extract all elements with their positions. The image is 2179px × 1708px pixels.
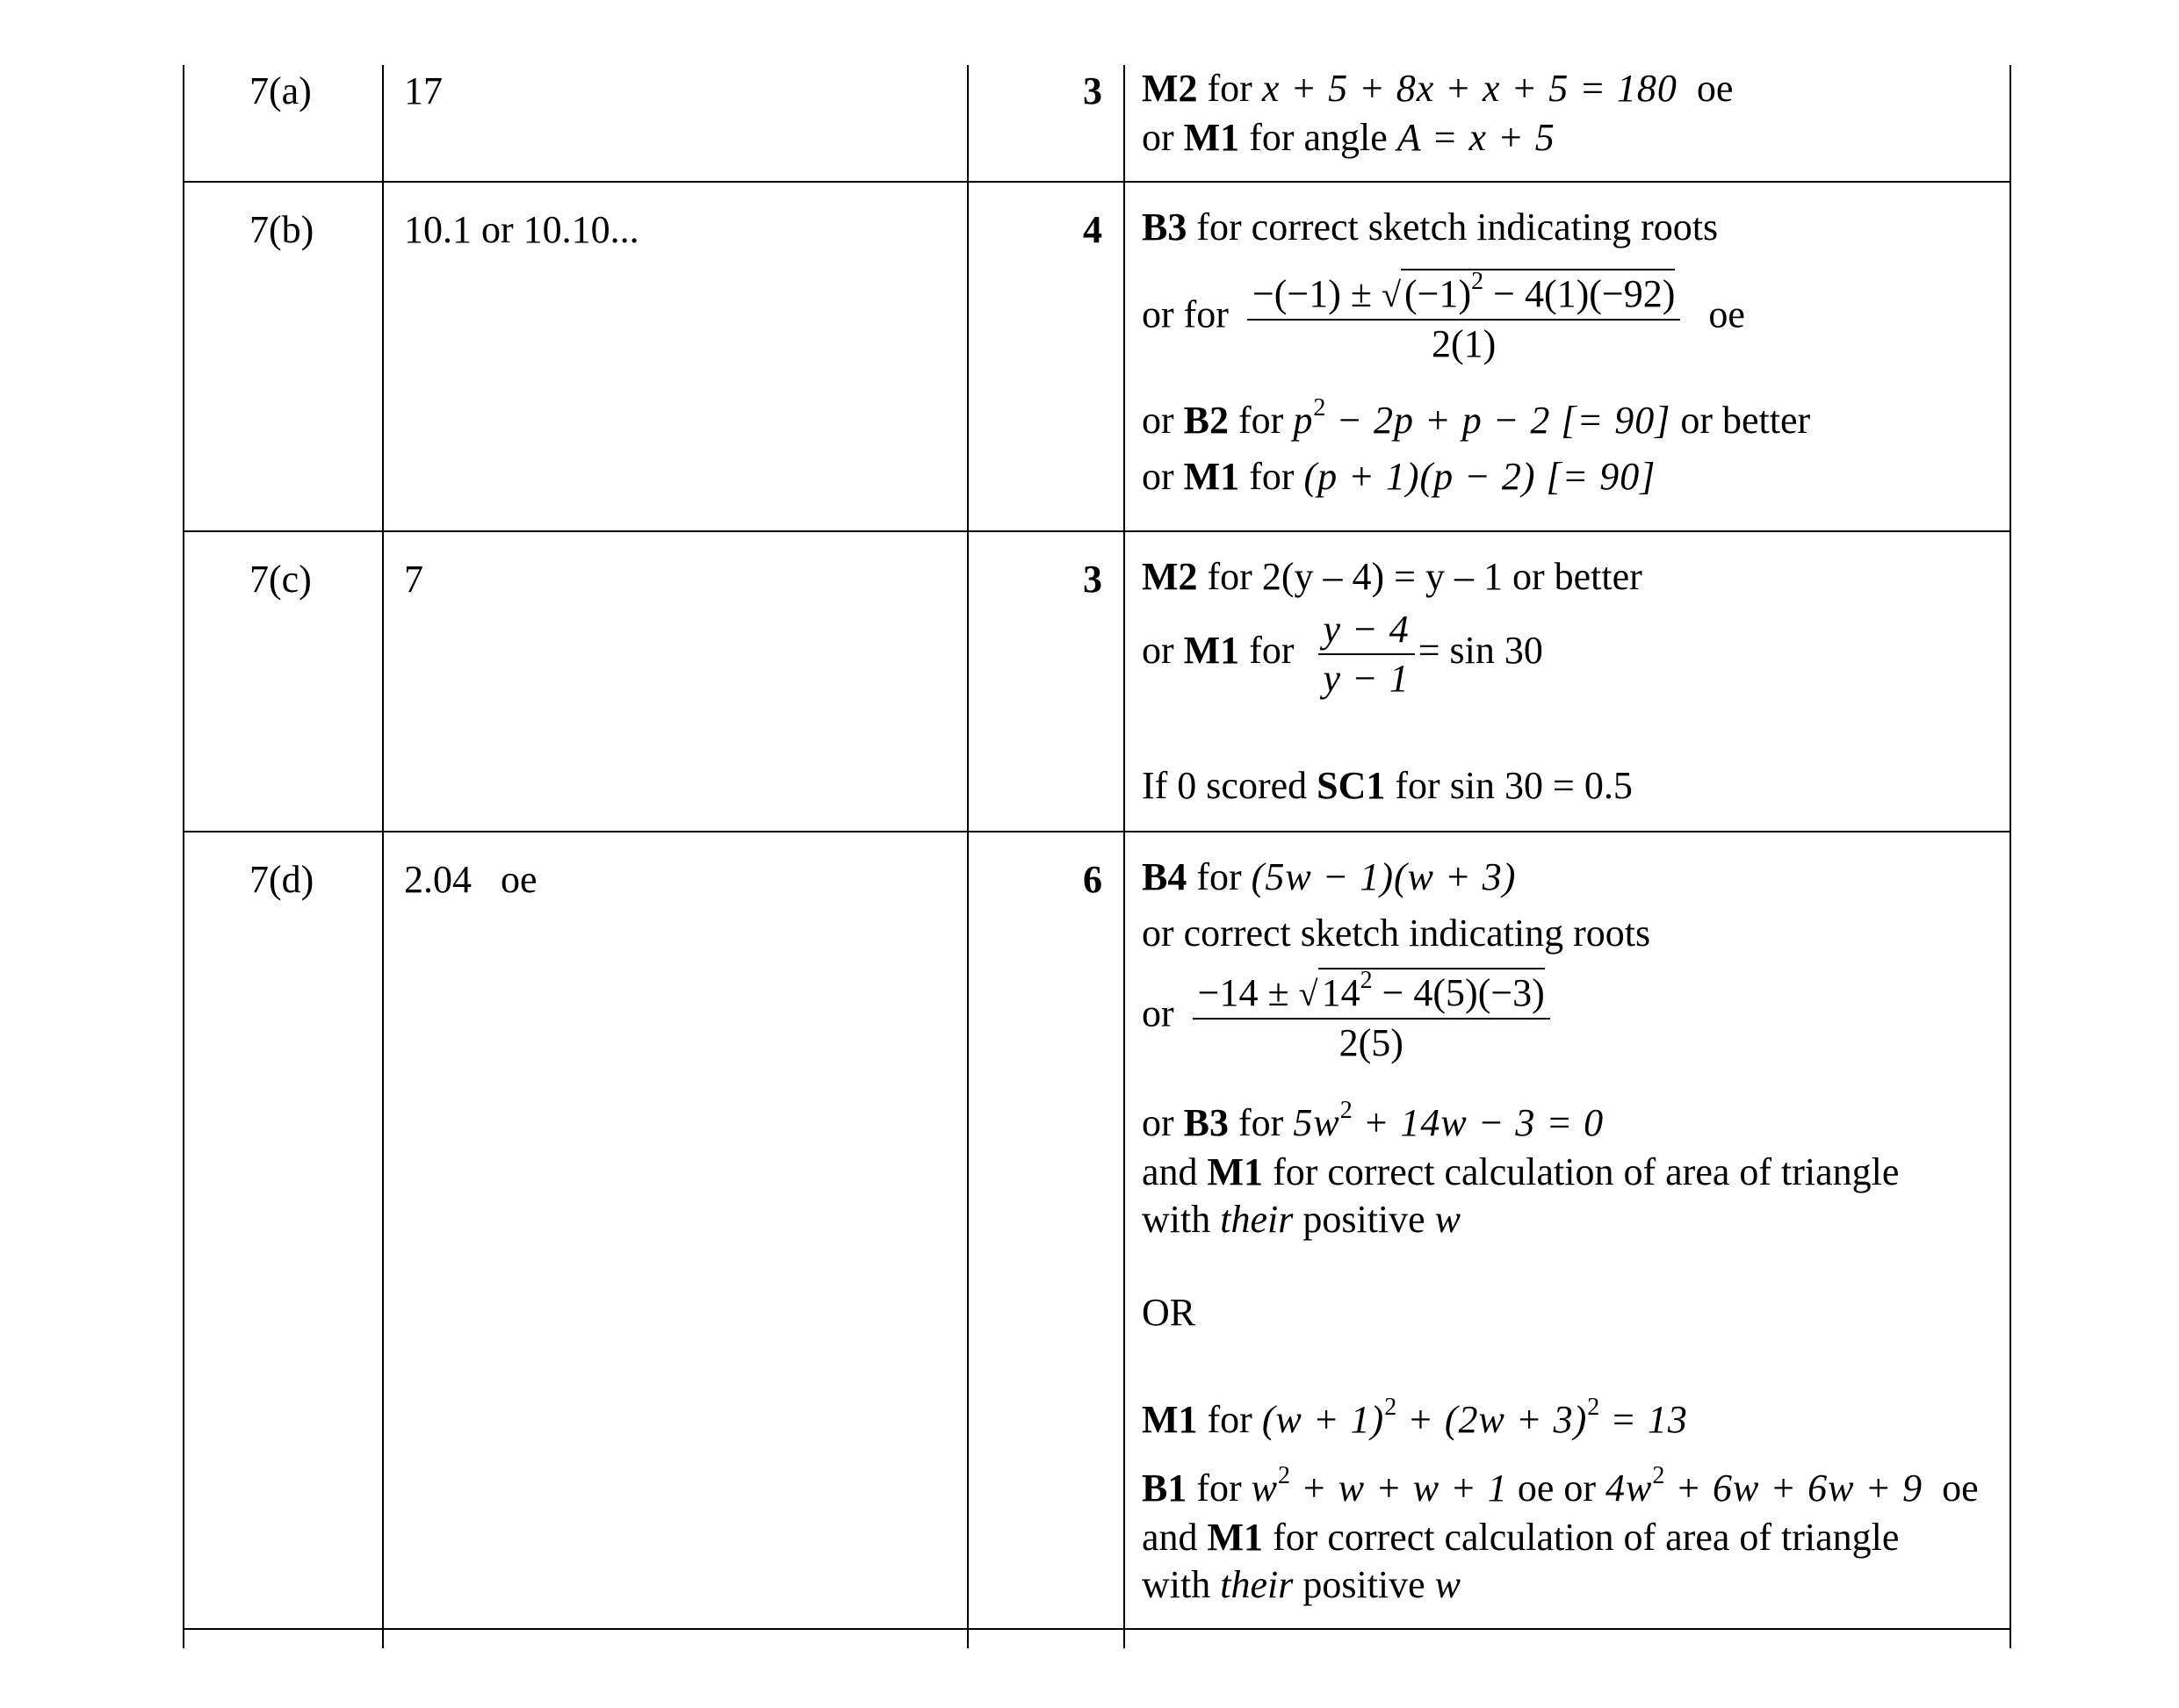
guidance-line: M1 for $(w + 1)^2 + (2w + 3)^2 = 13$ [1142, 1394, 1688, 1441]
equation: (5w − 1)(w + 3) [1251, 855, 1517, 898]
question-number: 7(c) [249, 558, 312, 601]
equation: (p + 1)(p − 2) [= 90] [1303, 455, 1656, 498]
guidance-line: B3 for correct sketch indicating roots [1142, 205, 1719, 249]
mark-code: M1 [1183, 116, 1240, 159]
equation: A = x + 5 [1396, 116, 1555, 159]
guidance-line: or M1 for (p + 1)(p − 2) [= 90] [1142, 455, 1656, 498]
marks: 3 [1083, 558, 1102, 601]
mark-code: M1 [1207, 1516, 1264, 1559]
guidance-line: or M1 for $\frac{y - 4}{y - 1}$ = sin 30 [1142, 606, 1543, 703]
guidance-line: with their positive w [1142, 1198, 1461, 1241]
mark-code: M1 [1183, 455, 1240, 498]
marks: 4 [1083, 208, 1102, 251]
guidance-line: and M1 for correct calculation of area of triangle [1142, 1516, 1900, 1559]
mark-code: B3 [1142, 205, 1187, 249]
guidance-line: M2 for x + 5 + 8x + x + 5 = 180 oe [1142, 67, 1734, 110]
quadratic-formula: $\frac{-14 \pm √14^2 - 4(5)(-3)}{2(5)}$ [1193, 968, 1550, 1067]
row-divider [183, 530, 2011, 532]
answer: 17 [404, 69, 443, 112]
mark-code: M1 [1207, 1150, 1264, 1193]
row-divider [183, 181, 2011, 183]
guidance-line: with their positive w [1142, 1563, 1461, 1606]
mark-code: M2 [1142, 555, 1198, 598]
mark-code: M2 [1142, 67, 1198, 110]
guidance-line: OR [1142, 1291, 1196, 1334]
answer: 10.1 or 10.10... [404, 208, 639, 251]
mark-code: M1 [1183, 629, 1240, 673]
guidance-line: M2 for 2(y – 4) = y – 1 or better [1142, 555, 1642, 598]
column-divider [1123, 65, 1125, 1648]
guidance-line: B4 for (5w − 1)(w + 3) [1142, 855, 1517, 898]
guidance-line: If 0 scored SC1 for sin 30 = 0.5 [1142, 764, 1633, 807]
answer: 7 [404, 558, 423, 601]
row-divider [183, 1628, 2011, 1630]
guidance-line: or B2 for $p^2 - 2p + p - 2$ [= 90] or better [1142, 394, 1811, 442]
answer: 2.04 oe [404, 858, 538, 901]
quadratic-formula: $\frac{-(-1) \pm √(-1)^2 - 4(1)(-92)}{2(1)}$ [1247, 269, 1680, 368]
guidance-line: and M1 for correct calculation of area of triangle [1142, 1150, 1900, 1193]
mark-code: M1 [1142, 1398, 1198, 1441]
question-number: 7(d) [249, 858, 314, 901]
question-number: 7(a) [249, 69, 312, 112]
mark-code: B2 [1183, 399, 1230, 442]
table-border-right [2009, 65, 2011, 1648]
mark-code: SC1 [1317, 764, 1386, 807]
table-border-left [183, 65, 184, 1648]
guidance-line: or $\frac{-14 \pm √14^2 - 4(5)(-3)}{2(5)}$ [1142, 968, 1559, 1067]
equation: x + 5 + 8x + x + 5 = 180 [1261, 67, 1678, 110]
mark-code: B1 [1142, 1467, 1187, 1510]
marks: 3 [1083, 69, 1102, 112]
column-divider [967, 65, 969, 1648]
row-divider [183, 831, 2011, 832]
fraction: $\frac{y - 4}{y - 1}$ [1318, 606, 1415, 703]
mark-code: B4 [1142, 855, 1187, 898]
guidance-line: or for $\frac{-(-1) \pm √(-1)^2 - 4(1)(-92)}{2(1)}$ oe [1142, 269, 1745, 368]
question-number: 7(b) [249, 208, 314, 251]
guidance-line: B1 for $w^2 + w + w + 1$ oe or $4w^2 + 6w + 6w + 9$ oe [1142, 1462, 1979, 1510]
column-divider [382, 65, 384, 1648]
marks: 6 [1083, 858, 1102, 901]
guidance-line: or correct sketch indicating roots [1142, 912, 1651, 955]
mark-code: B3 [1183, 1101, 1230, 1144]
guidance-line: or M1 for angle A = x + 5 [1142, 116, 1555, 159]
guidance-line: or B3 for $5w^2 + 14w - 3 = 0$ [1142, 1097, 1605, 1144]
